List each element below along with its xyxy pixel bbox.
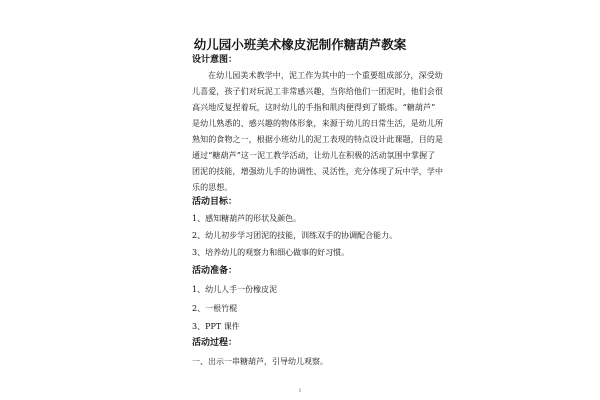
goal-item: 3、培养幼儿的观察力和细心做事的好习惯。: [192, 248, 350, 257]
document-title: 幼儿园小班美术橡皮泥制作糖葫芦教案: [193, 37, 407, 52]
preparation-item: 1、幼儿人手一份橡皮泥: [192, 285, 278, 294]
goal-item: 2、幼儿初步学习团泥的技能，训练双手的协调配合能力。: [192, 231, 398, 240]
preparation-item: 2、一根竹棍: [192, 304, 238, 313]
preparation-heading: 活动准备：: [192, 266, 238, 276]
design-intent-line: 高兴地反复捏着玩，这时幼儿的手指和肌肉便得到了锻炼。“糖葫芦”: [192, 103, 436, 112]
design-intent-line: 在幼儿园美术教学中，泥工作为其中的一个重要组成部分，深受幼: [208, 71, 443, 80]
design-intent-heading: 设计意图：: [192, 55, 238, 65]
process-heading: 活动过程：: [192, 338, 238, 348]
design-intent-line: 熟知的食物之一，根据小班幼儿的泥工表现的特点设计此课题，目的是: [192, 135, 444, 144]
page-number: 1: [298, 388, 302, 394]
design-intent-line: 团泥的技能，增强幼儿手的协调性、灵活性，充分体现了玩中学，学中: [192, 167, 444, 176]
process-item: 一、出示一串糖葫芦，引导幼儿观察。: [192, 357, 328, 366]
design-intent-line: 儿喜爱，孩子们对玩泥工非常感兴趣，当你给他们一团泥时，他们会很: [192, 87, 444, 96]
goals-heading: 活动目标：: [192, 197, 238, 207]
design-intent-line: 通过“糖葫芦”这一泥工教学活动，让幼儿在积极的活动氛围中掌握了: [192, 151, 436, 160]
goal-item: 1、感知糖葫芦的形状及颜色。: [192, 214, 302, 223]
design-intent-line: 乐的思想。: [192, 183, 233, 192]
design-intent-line: 是幼儿熟悉的、感兴趣的物体形象，来源于幼儿的日常生活，是幼儿所: [192, 119, 444, 128]
preparation-item: 3、PPT 课件: [192, 322, 240, 331]
